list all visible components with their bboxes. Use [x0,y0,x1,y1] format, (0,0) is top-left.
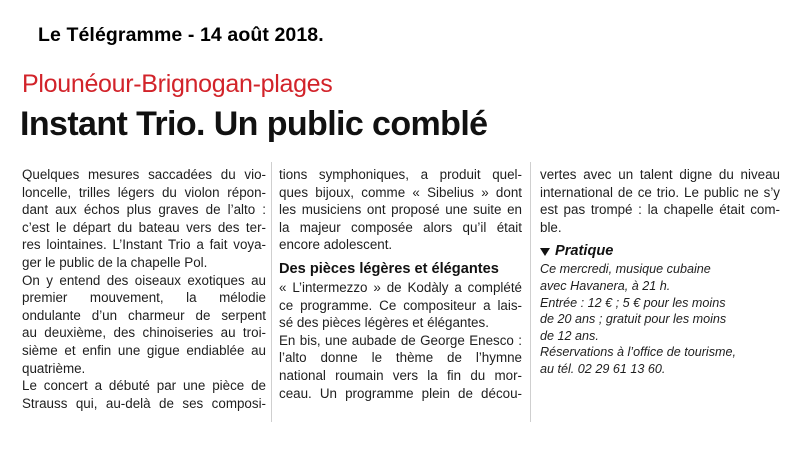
article-column-1 [22,166,266,412]
section-subheading: Des pièces légères et élégantes [279,260,499,277]
body-line: ger le public de la chapelle Pol. [22,254,208,270]
body-line: ce programme. Ce compositeur a lais- [279,297,522,313]
body-line: c’est le départ du bateau vers des ter- [22,219,266,235]
body-line: tions symphoniques, a produit quel- [279,167,522,182]
body-line: encore adolescent. [279,237,393,253]
body-line: quatrième. [22,360,86,376]
body-line: est pas trompé : la chapelle était com- [540,202,780,218]
pratique-line: de 12 ans. [540,328,599,343]
body-line: international de ce trio. Le public ne s’y [540,184,780,200]
body-line: On y entend des oiseaux exotiques au [22,272,266,288]
body-line: ceau. Un programme plein de décou- [279,385,522,401]
body-line: dant aux échos plus graves de l’alto : [22,202,266,218]
body-line: Strauss qui, au-delà de ses composi- [22,395,266,411]
pratique-line: Ce mercredi, musique cubaine [540,262,711,277]
body-line: ondulante d’un charmeur de serpent [22,307,266,323]
source-line: Le Télégramme - 14 août 2018. [38,24,324,46]
body-line: sé des pièces légères et élégantes. [279,315,489,331]
article-column-3 [540,166,780,378]
pratique-line: avec Havanera, à 21 h. [540,278,671,293]
pratique-line: au tél. 02 29 61 13 60. [540,361,666,376]
pratique-line: Entrée : 12 € ; 5 € pour les moins [540,295,726,310]
body-line: national roumain vers la fin du mor- [279,367,522,383]
body-line: « L’intermezzo » de Kodàly a complété [279,279,522,295]
body-line: vertes avec un talent digne du niveau [540,167,780,182]
body-line: au deuxième, des chinoiseries au troi- [22,325,266,341]
body-line: la majeur composée alors qu’il était [279,219,522,235]
body-line: ques bijoux, comme « Sibelius » dont [279,184,522,200]
pratique-line: Réservations à l’office de tourisme, [540,345,736,360]
column-divider [271,162,272,422]
body-line: sième et enfin une gigue endiablée au [22,342,266,358]
location-kicker: Plounéour-Brignogan-plages [22,70,333,98]
article-column-2 [279,166,522,402]
pratique-title: Pratique [555,243,614,260]
pratique-line: de 20 ans ; gratuit pour les moins [540,312,727,327]
body-line: Quelques mesures saccadées du vio- [22,167,266,182]
article-headline: Instant Trio. Un public comblé [20,105,488,143]
body-line: res lointaines. L’Instant Trio a fait voya- [22,237,266,253]
body-line: premier mouvement, la mélodie [22,290,266,306]
pratique-heading [540,242,780,261]
body-line: l’alto donne le thème de l’hymne [279,350,522,366]
column-divider [530,162,531,422]
body-line: ble. [540,219,562,235]
triangle-down-icon [540,248,550,256]
body-line: les musiciens ont proposé une suite en [279,202,522,218]
body-line: loncelle, trilles légers du violon répon- [22,184,266,200]
body-line: En bis, une aubade de George Enesco : [279,332,522,348]
pratique-box [540,261,780,377]
body-line: Le concert a débuté par une pièce de [22,378,266,394]
